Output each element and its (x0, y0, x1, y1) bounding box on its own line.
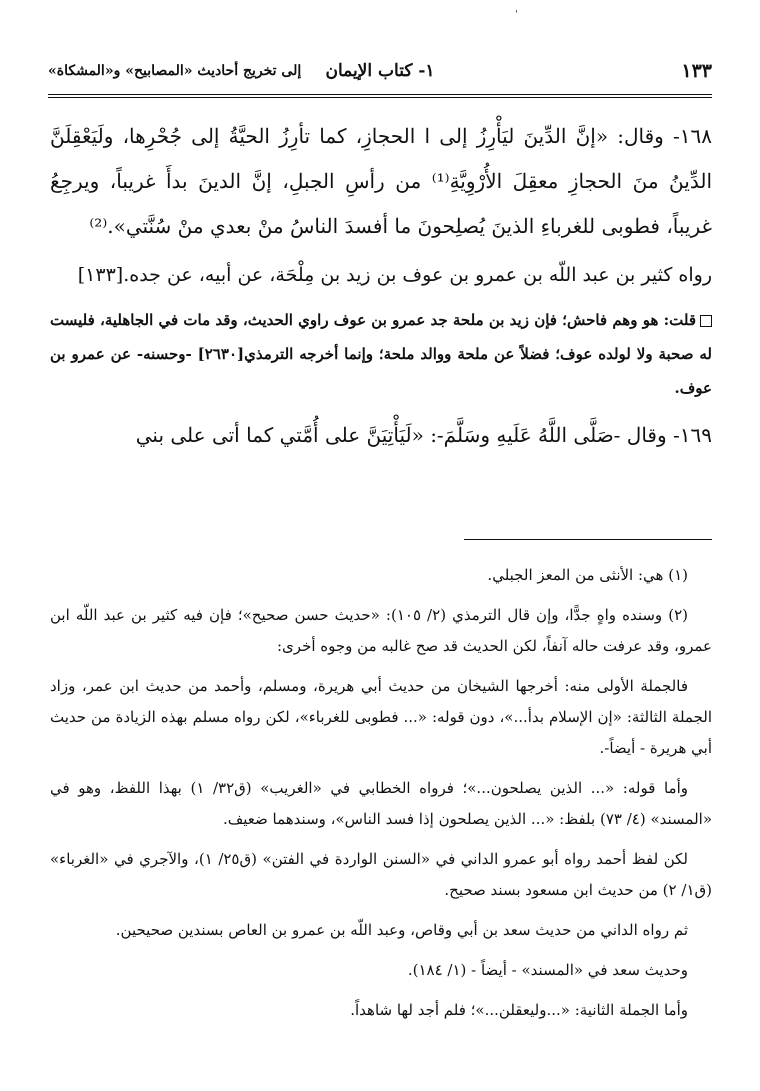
comment-text: قلت: هو وهم فاحش؛ فإن زيد بن ملحة جد عمرو بن عوف راوي الحديث، وقد مات في الجاهلية، فليست له صحبة ولا لولده عوف؛ فضلاً عن ملحة ووالد ملحة؛ وإنما أخرجه الترمذي[٢٦٣٠] -وحسنه- عن عمرو بن عوف. (50, 311, 712, 397)
footnote-2: (٢) وسنده واهٍ جدًّا، وإن قال الترمذي (٢/ ١٠٥): «حديث حسن صحيح»؛ فإن فيه كثير بن عبد اللّه ابن عمرو، وقد عرفت حاله آنفاً، لكن الحديث قد صح غالبه من وجوه أخرى: (50, 606, 712, 655)
header-rule (48, 94, 712, 95)
footnote-separator (464, 539, 712, 540)
footnote-paragraph: ثم رواه الداني من حديث سعد بن أبي وقاص، وعبد اللّه بن عمرو بن العاص بسندين صحيحين. (115, 921, 688, 939)
book-title: إلى تخريج أحاديث «المصابيح» و«المشكاة» (48, 63, 302, 79)
chapter-title: ١- كتاب الإيمان (325, 61, 435, 81)
footnote-paragraph: فالجملة الأولى منه: أخرجها الشيخان من حديث أبي هريرة، ومسلم، وأحمد من حديث ابن عمر، وزاد الجملة الثالثة: «إن الإسلام بدأ...»، دون قوله: «... فطوبى للغرباء»، لكن رواه مسلم بهذه الزيادة من حديث أبي هريرة - أيضاً-. (50, 677, 712, 757)
header-rule-thin (48, 97, 712, 98)
square-marker-icon (700, 315, 712, 327)
footnote-1: (١) هي: الأنثى من المعز الجبلي. (487, 566, 688, 584)
footnote-paragraph: وأما قوله: «... الذين يصلحون...»؛ فرواه الخطابي في «الغريب» (ق٣٢/ ١) بهذا اللفظ، وهو في «المسند» (٤/ ٧٣) بلفظ: «... الذين يصلحون إذا فسد الناس»، وسندهما ضعيف. (50, 779, 712, 828)
scan-mark: ˈ (515, 10, 518, 21)
footnote-paragraph: وحديث سعد في «المسند» - أيضاً - (١/ ١٨٤). (407, 961, 688, 979)
footnote-paragraph: وأما الجملة الثانية: «...وليعقلن...»؛ فلم أجد لها شاهداً. (350, 1001, 688, 1019)
footnotes (50, 560, 712, 1035)
hadith-168: ١٦٨- وقال: «إنَّ الدِّينَ ليَأْرِزُ إلى ا الحجازِ، كما تأرِزُ الحيَّةُ إلى جُحْرِها، ولَيَعْقِلَنَّ الدِّينُ منَ الحجازِ معقِلَ الأُرْوِيَّةِ⁽¹⁾ من رأسِ الجبلِ، إنَّ الدينَ بدأَ غريباً، ويرجِعُ غريباً، فطوبى للغرباءِ الذينَ يُصلِحونَ ما أفسدَ الناسُ منْ بعدي منْ سُنَّتي».⁽²⁾ (50, 124, 712, 238)
running-header (48, 54, 712, 88)
hadith-169: ١٦٩- وقال -صَلَّى اللَّهُ عَلَيهِ وسَلَّمَ-: «لَيَأْتِيَنَّ على أُمَّتي كما أتى على بني (135, 423, 712, 447)
page-number: ١٣٣ (681, 60, 712, 82)
hadith-168-narration: رواه كثير بن عبد اللّه بن عمرو بن عوف بن زيد بن مِلْحَة، عن أبيه، عن جده.[١٣٣] (77, 264, 712, 286)
footnote-paragraph: لكن لفظ أحمد رواه أبو عمرو الداني في «السنن الواردة في الفتن» (ق٢٥/ ١)، والآجري في «الغرباء» (ق١/ ٢) من حديث ابن مسعود بسند صحيح. (50, 850, 712, 899)
author-comment (50, 303, 712, 405)
main-text (50, 114, 712, 457)
